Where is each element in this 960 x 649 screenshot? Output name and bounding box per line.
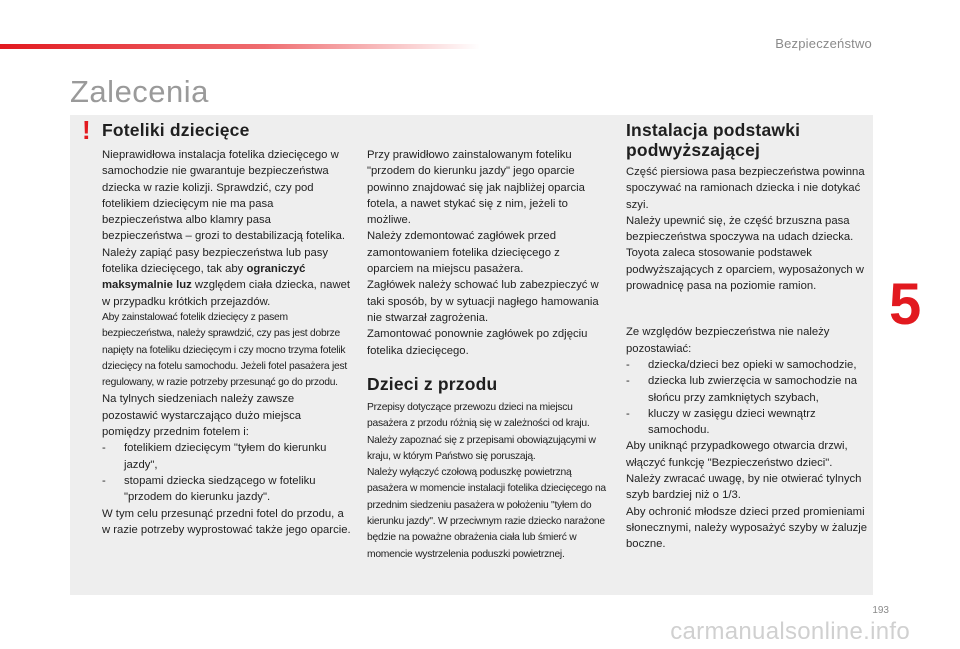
page-number: 193 <box>872 605 889 616</box>
chapter-number: 5 <box>889 272 922 337</box>
heading-dzieci-z-przodu: Dzieci z przodu <box>367 374 498 394</box>
paragraph: Ze względów bezpieczeństwa nie należy pozostawiać: <box>626 326 830 355</box>
list <box>102 440 352 505</box>
list-item: - stopami dziecka siedzącego w foteliku "przodem do kierunku jazdy". <box>102 473 352 506</box>
paragraph: Należy zapiąć pasy bezpieczeństwa lub pasy fotelika dziecięcego, tak aby ograniczyć maksymalnie luz względem ciała dziecka, nawet w przypadku krótkich przejazdów. <box>102 246 351 308</box>
list-item: - fotelikiem dziecięcym "tyłem do kierunku jazdy", <box>102 440 352 473</box>
heading-instalacja-podstawki: Instalacja podstawki podwyższającej <box>626 120 801 160</box>
paragraph: W tym celu przesunąć przedni fotel do przodu, a w razie potrzeby wyprostować także jego oparcie. <box>102 507 351 536</box>
paragraph-small: Należy wyłączyć czołową poduszkę powietrzną pasażera w momencie instalacji fotelika dziecięcego na przednim siedzeniu pasażera w położeniu "tyłem do kierunku jazdy". W przeciwnym razie dziecko narażone będzie na poważne obrażenia ciała lub śmierć w momencie wystrzelenia poduszki powietrznej. <box>367 467 606 560</box>
heading-foteliki: Foteliki dziecięce <box>102 120 250 140</box>
paragraph: Przy prawidłowo zainstalowanym foteliku "przodem do kierunku jazdy" jego oparcie powinno znajdować się jak najbliżej oparcia fotela, a nawet stykać się z nim, jeżeli to możliwe. <box>367 149 585 227</box>
list-item: - dziecka/dzieci bez opieki w samochodzie, <box>626 357 871 373</box>
paragraph: Aby ochronić młodsze dzieci przed promieniami słonecznymi, należy wyposażyć szyby w żaluzje boczne. <box>626 505 868 551</box>
column-middle <box>367 147 607 359</box>
paragraph: Należy upewnić się, że część brzuszna pasa bezpieczeństwa spoczywa na udach dziecka. <box>626 214 854 244</box>
paragraph: Na tylnych siedzeniach należy zawsze pozostawić wystarczająco dużo miejsca pomiędzy przednim fotelem i: <box>102 393 302 439</box>
paragraph: Zamontować ponownie zagłówek po zdjęciu fotelika dziecięcego. <box>367 328 588 357</box>
column-dzieci-z-przodu <box>367 400 607 563</box>
paragraph: Aby uniknąć przypadkowego otwarcia drzwi, włączyć funkcję "Bezpieczeństwo dzieci". <box>626 440 848 469</box>
emphasis: ograniczyć maksymalnie luz <box>102 263 306 292</box>
paragraph-small: Aby zainstalować fotelik dziecięcy z pasem bezpieczeństwa, należy sprawdzić, czy pas jest dobrze napięty na foteliku dziecięcym i czy mocno trzyma fotelik dziecięcy na fotelu samochodu. Jeżeli fotel pasażera jest regulowany, w razie potrzeby przesunąć go do przodu. <box>102 311 348 389</box>
paragraph-small: Przepisy dotyczące przewozu dzieci na miejscu pasażera z przodu różnią się w zależności od kraju. Należy zapoznać się z przepisami obowiązującymi w kraju, w którym Państwo się poruszają. <box>367 402 596 462</box>
paragraph: Zagłówek należy schować lub zabezpieczyć w taki sposób, by w sytuacji nagłego hamowania nie stwarzał zagrożenia. <box>367 279 599 324</box>
paragraph: Należy zdemontować zagłówek przed zamontowaniem fotelika dziecięcego z oparciem na miejscu pasażera. <box>367 230 560 276</box>
warning-icon: ! <box>82 115 91 145</box>
column-instalacja <box>626 164 871 553</box>
paragraph: Należy zwracać uwagę, by nie otwierać tylnych szyb bardziej niż o 1/3. <box>626 473 862 502</box>
list-item: - kluczy w zasięgu dzieci wewnątrz samochodu. <box>626 406 871 439</box>
section-title: Bezpieczeństwo <box>775 36 872 51</box>
paragraph: Część piersiowa pasa bezpieczeństwa powinna spoczywać na ramionach dziecka i nie dotykać szyi. <box>626 166 865 211</box>
column-foteliki <box>102 147 352 538</box>
spacer <box>626 294 871 324</box>
header-accent-bar <box>0 44 480 49</box>
watermark: carmanualsonline.info <box>670 618 910 645</box>
list <box>626 357 871 438</box>
paragraph: Nieprawidłowa instalacja fotelika dziecięcego w samochodzie nie gwarantuje bezpieczeństwa dziecka w razie kolizji. Sprawdzić, czy pod fotelikiem dziecięcym nie ma pasa bezpieczeństwa albo klamry pasa bezpieczeństwa – grozi to destabilizacją fotelika. <box>102 149 346 243</box>
list-item: - dziecka lub zwierzęcia w samochodzie na słońcu przy zamkniętych szybach, <box>626 373 871 406</box>
paragraph: Toyota zaleca stosowanie podstawek podwyższających z oparciem, wyposażonych w prowadnicę pasa na poziomie ramion. <box>626 247 864 293</box>
page-title: Zalecenia <box>70 74 209 109</box>
